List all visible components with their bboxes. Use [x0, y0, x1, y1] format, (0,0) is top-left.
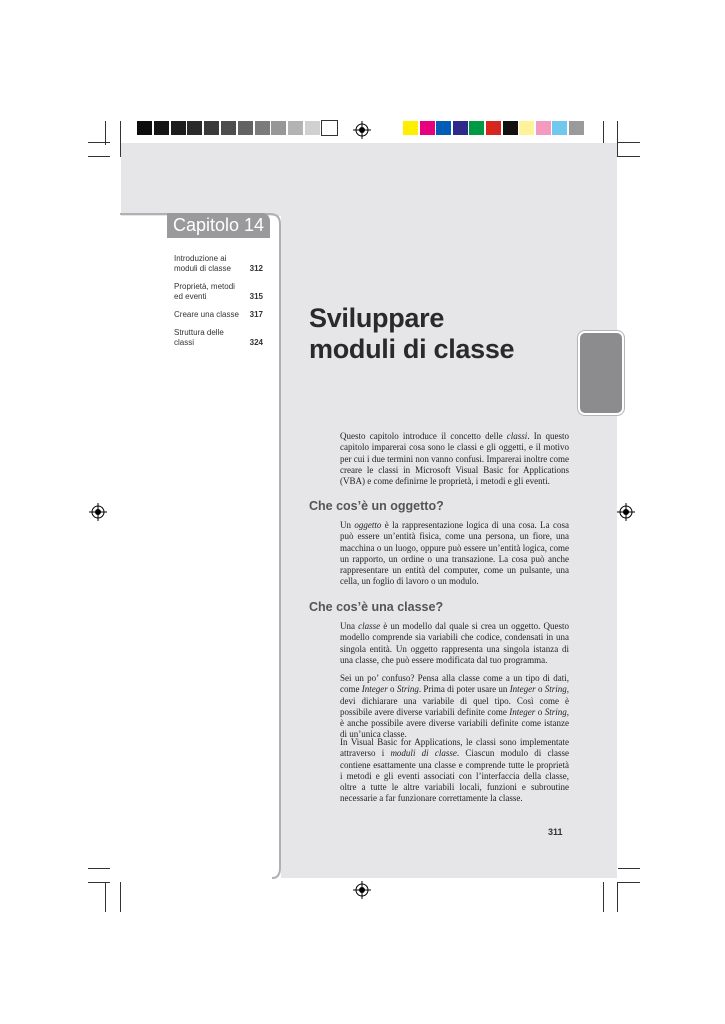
grey-swatch — [171, 121, 186, 135]
text-run: . Ciascun modulo di classe contiene esattamente una classe e comprende tutte le proprietà i metodi e gli eventi associati con l’interfaccia della classe, oltre a tutte le altre variabili locali, funzioni e subroutine necessarie a far funzionare correttamente la classe. — [340, 748, 569, 804]
text-run: , è anche possibile avere diverse variabili definite come istanze di un’unica classe. — [340, 706, 570, 740]
grey-swatch — [238, 121, 253, 135]
crop-mark — [88, 156, 110, 157]
chapter-title-line: Sviluppare — [309, 303, 445, 333]
grey-swatch — [271, 121, 286, 135]
crop-mark — [618, 882, 640, 883]
color-swatch — [403, 121, 418, 135]
color-swatch — [536, 121, 551, 135]
emphasis: String — [544, 706, 567, 717]
color-swatch — [420, 121, 435, 135]
crop-mark — [617, 882, 618, 912]
emphasis: Integer — [509, 706, 536, 717]
text-run: Una — [340, 621, 359, 631]
chapter-label: Capitolo 14 — [167, 213, 270, 238]
toc-item-title: Introduzione ai moduli di classe — [174, 254, 231, 273]
crop-mark — [88, 142, 110, 143]
registration-mark-icon — [353, 121, 371, 139]
text-run: . Prima di poter usare un — [418, 684, 510, 695]
text-run: Sei un po’ confuso? Pensa alla classe come a un tipo di dati, come — [340, 673, 569, 695]
text-run: Questo capitolo introduce il concetto delle — [340, 431, 507, 441]
emphasis: classe — [358, 621, 381, 631]
grey-swatch — [154, 121, 169, 135]
toc-item — [174, 254, 269, 274]
chapter-title-line: moduli di classe — [309, 334, 515, 364]
text-run: o — [535, 706, 545, 717]
emphasis: Integer — [509, 684, 536, 695]
grey-swatch — [187, 121, 202, 135]
emphasis: moduli di classe — [390, 748, 457, 759]
crop-mark — [88, 868, 110, 869]
text-run: In Visual Basic for Applications, le classi sono implementate attraverso i — [340, 737, 569, 759]
crop-mark — [105, 882, 106, 912]
intro-paragraph — [340, 431, 569, 487]
color-swatch — [552, 121, 567, 135]
toc-item — [174, 282, 269, 302]
emphasis: String — [396, 684, 419, 695]
toc-item — [174, 328, 269, 348]
registration-mark-icon — [353, 881, 371, 899]
body-paragraph — [340, 621, 569, 666]
color-swatch — [486, 121, 501, 135]
grey-swatch — [204, 121, 219, 135]
crop-mark — [618, 868, 640, 869]
registration-mark-icon — [617, 503, 635, 521]
text-run: , devi dichiarare una variabile di quel tipo. Così come è possibile avere diverse variabili definite come — [340, 684, 569, 717]
text-run: è un modello dal quale si crea un oggetto. Questo modello comprende sia variabili che codice, condensati in una singola entità. Un oggetto rappresenta una singola istanza di una classe, che può essere modificata dal tuo programma. — [340, 621, 570, 665]
page-number: 311 — [548, 827, 563, 837]
toc-item-page: 312 — [249, 264, 263, 273]
chapter-title — [309, 303, 514, 365]
crop-mark — [88, 882, 110, 883]
registration-mark-icon — [89, 503, 107, 521]
toc-item-page: 317 — [249, 310, 263, 319]
crop-mark — [618, 156, 640, 157]
thumb-tab — [578, 331, 624, 415]
text-run: o — [387, 684, 397, 695]
toc-item-title: Struttura delle classi — [174, 328, 224, 347]
color-swatch — [436, 121, 451, 135]
body-paragraph — [340, 520, 569, 588]
crop-mark — [603, 882, 604, 912]
crop-mark — [120, 882, 121, 912]
toc-item-page: 324 — [249, 338, 263, 347]
color-swatch — [469, 121, 484, 135]
toc-item-title: Creare una classe — [174, 310, 239, 319]
toc-item — [174, 310, 269, 320]
body-paragraph — [340, 673, 569, 741]
grey-swatch — [255, 121, 270, 135]
body-paragraph — [340, 737, 569, 805]
grey-swatch — [322, 121, 337, 135]
emphasis: oggetto — [354, 520, 382, 530]
color-swatch — [503, 121, 518, 135]
grey-swatch — [137, 121, 152, 135]
text-run: . In questo capitolo imparerai cosa sono le classi e gli oggetti, e il motivo per cui i due termini non vanno confusi. Imparerai inoltre come creare le classi in Microsoft Visual Basic for Applications (VBA) e come definirne le proprietà, i metodi e gli eventi. — [340, 431, 570, 487]
grey-swatch — [221, 121, 236, 135]
grey-swatch — [305, 121, 320, 135]
crop-mark — [618, 142, 640, 143]
color-swatch — [453, 121, 468, 135]
grey-swatch — [288, 121, 303, 135]
toc-item-page: 315 — [249, 292, 263, 301]
emphasis: Integer — [361, 684, 388, 695]
text-run: Un — [340, 520, 355, 530]
emphasis: String — [544, 684, 567, 695]
text-run: è la rappresentazione logica di una cosa. La cosa può essere un’entità fisica, come una persona, un fiore, una macchina o un luogo, oppure può essere un’entità logica, come un rapporto, un ordine o una transazione. La cosa può anche rappresentare un entità del computer, come un pulsante, una cella, un foglio di lavoro o un modulo. — [340, 520, 570, 587]
toc-item-title: Proprietà, metodi ed eventi — [174, 282, 235, 301]
emphasis: classi — [506, 431, 528, 441]
section-heading: Che cos’è un oggetto? — [309, 499, 444, 513]
section-heading: Che cos’è una classe? — [309, 600, 444, 614]
text-run: o — [535, 684, 545, 695]
crop-mark — [617, 121, 618, 157]
color-swatch — [519, 121, 534, 135]
color-swatch — [569, 121, 584, 135]
